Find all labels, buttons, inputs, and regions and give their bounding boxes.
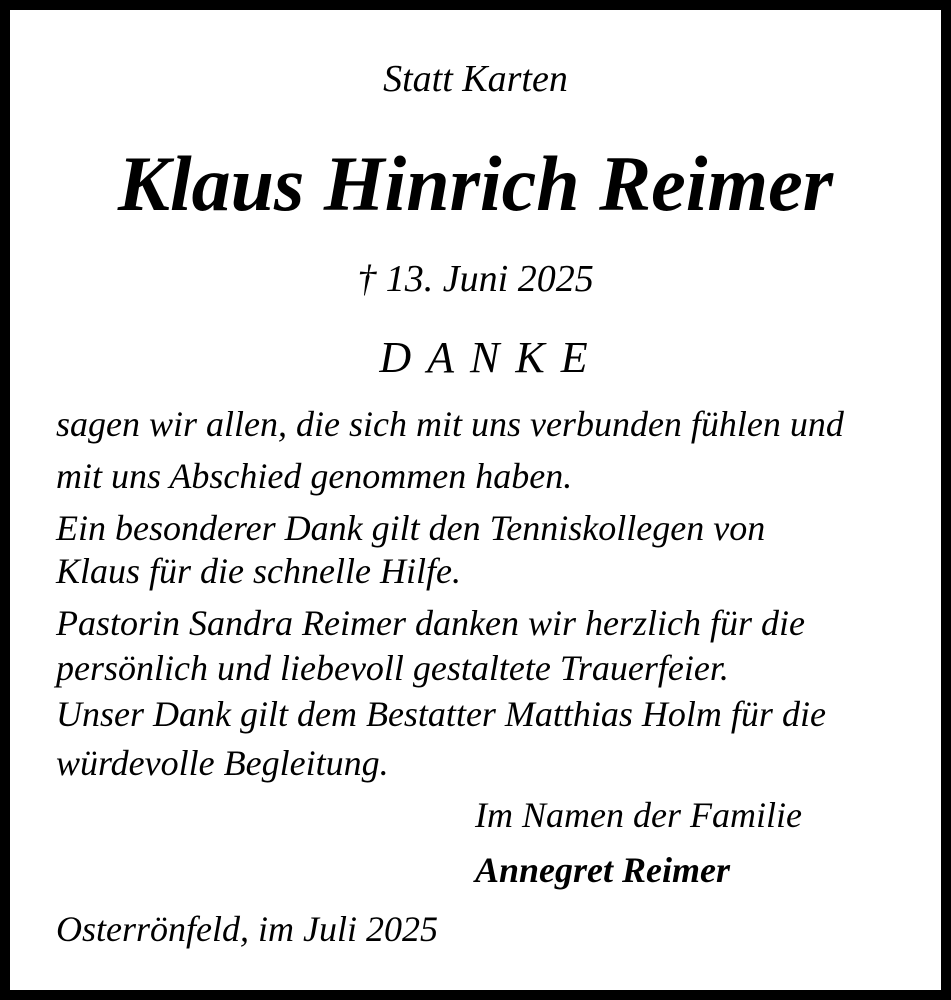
death-date: † 13. Juni 2025 <box>357 258 594 300</box>
body-line: sagen wir allen, die sich mit uns verbunden fühlen und <box>56 404 844 444</box>
body-line: Klaus für die schnelle Hilfe. <box>56 551 461 591</box>
deceased-name: Klaus Hinrich Reimer <box>117 140 834 227</box>
body-line: würdevolle Begleitung. <box>56 743 389 783</box>
place-and-date: Osterrönfeld, im Juli 2025 <box>56 909 438 949</box>
thanks-heading: DANKE <box>379 333 604 382</box>
body-line: Unser Dank gilt dem Bestatter Matthias Holm für die <box>56 694 826 734</box>
body-line: Ein besonderer Dank gilt den Tenniskollegen von <box>56 508 766 548</box>
on-behalf-line: Im Namen der Familie <box>475 795 802 835</box>
signer-name: Annegret Reimer <box>475 850 731 890</box>
body-line: mit uns Abschied genommen haben. <box>56 456 573 496</box>
body-line: persönlich und liebevoll gestaltete Trauerfeier. <box>56 648 729 688</box>
body-line: Pastorin Sandra Reimer danken wir herzlich für die <box>56 603 805 643</box>
preheader: Statt Karten <box>383 58 568 100</box>
